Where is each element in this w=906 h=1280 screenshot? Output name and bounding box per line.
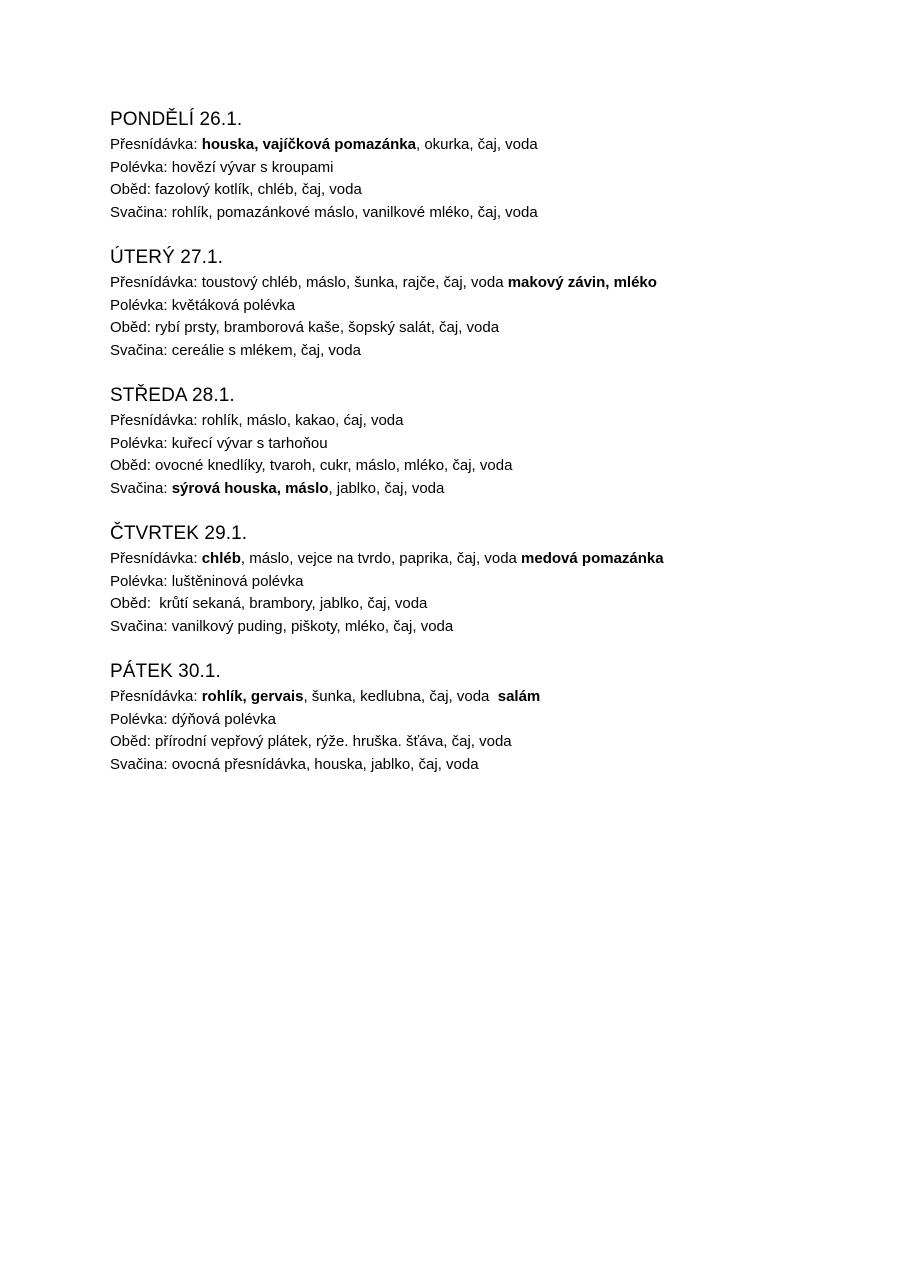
meal-soup [110,709,870,732]
day-wednesday [110,384,870,500]
meal-soup [110,571,870,594]
meal-snack [110,754,870,777]
meal-snack [110,616,870,639]
meal-highlight: medová pomazánka [521,550,664,567]
meal-text: Oběd: přírodní vepřový plátek, rýže. hruška. šťáva, čaj, voda [110,733,512,750]
day-friday [110,660,870,776]
day-title: ÚTERÝ 27.1. [110,247,224,268]
meal-text: Přesnídávka: toustový chléb, máslo, šunka, rajče, čaj, voda [110,274,508,291]
meal-highlight: sýrová houska, máslo [171,479,329,497]
meal-highlight: chléb [201,550,241,567]
day-title: STŘEDA 28.1. [110,385,235,406]
day-thursday [110,522,870,638]
meal-soup [110,433,870,456]
meal-text: , šunka, kedlubna, čaj, voda [303,688,498,705]
meal-text: Svačina: rohlík, pomazánkové máslo, vanilkové mléko, čaj, voda [110,203,538,221]
day-title: ČTVRTEK 29.1. [110,523,248,544]
meal-breakfast [110,686,870,709]
meal-breakfast [110,548,870,571]
meal-text: Polévka: hovězí vývar s kroupami [110,158,334,176]
meal-lunch [110,593,870,616]
meal-breakfast [110,410,870,433]
meal-text: , máslo, vejce na tvrdo, paprika, čaj, voda [240,550,522,567]
menu-document [110,108,870,798]
day-tuesday [110,246,870,362]
meal-text: Přesnídávka: [110,688,202,705]
meal-text: Svačina: vanilkový puding, piškoty, mléko, čaj, voda [110,617,454,635]
meal-text: Svačina: [110,479,172,497]
meal-text: Oběd: krůtí sekaná, brambory, jablko, čaj, voda [110,595,428,612]
meal-lunch [110,731,870,754]
meal-snack [110,340,870,363]
meal-highlight: rohlík, gervais [201,688,304,705]
meal-breakfast [110,134,870,157]
meal-text: Polévka: dýňová polévka [110,710,276,728]
meal-text: Polévka: luštěninová polévka [110,572,304,590]
meal-text: Oběd: ovocné knedlíky, tvaroh, cukr, máslo, mléko, čaj, voda [110,457,513,474]
day-monday [110,108,870,224]
day-title: PÁTEK 30.1. [110,661,221,682]
meal-lunch [110,455,870,478]
meal-text: Přesnídávka: [110,550,202,567]
meal-soup [110,295,870,318]
meal-text: Svačina: cereálie s mlékem, čaj, voda [110,341,361,359]
meal-breakfast [110,272,870,295]
meal-lunch [110,179,870,202]
meal-text: Svačina: ovocná přesnídávka, houska, jablko, čaj, voda [110,755,479,773]
meal-text: Oběd: fazolový kotlík, chléb, čaj, voda [110,181,362,198]
meal-text: Přesnídávka: [110,136,202,153]
meal-text: Přesnídávka: rohlík, máslo, kakao, ćaj, voda [110,412,404,429]
meal-text: Polévka: kuřecí vývar s tarhoňou [110,434,328,452]
day-title: PONDĚLÍ 26.1. [110,109,243,130]
meal-highlight: houska, vajíčková pomazánka [201,136,416,153]
meal-highlight: makový závin, mléko [507,274,657,291]
meal-lunch [110,317,870,340]
meal-soup [110,157,870,180]
meal-snack [110,478,870,501]
meal-text: , okurka, čaj, voda [415,136,538,153]
meal-highlight: salám [497,688,541,705]
meal-snack [110,202,870,225]
meal-text: Oběd: rybí prsty, bramborová kaše, šopský salát, čaj, voda [110,319,500,336]
meal-text: , jablko, čaj, voda [328,479,445,497]
meal-text: Polévka: květáková polévka [110,296,296,314]
